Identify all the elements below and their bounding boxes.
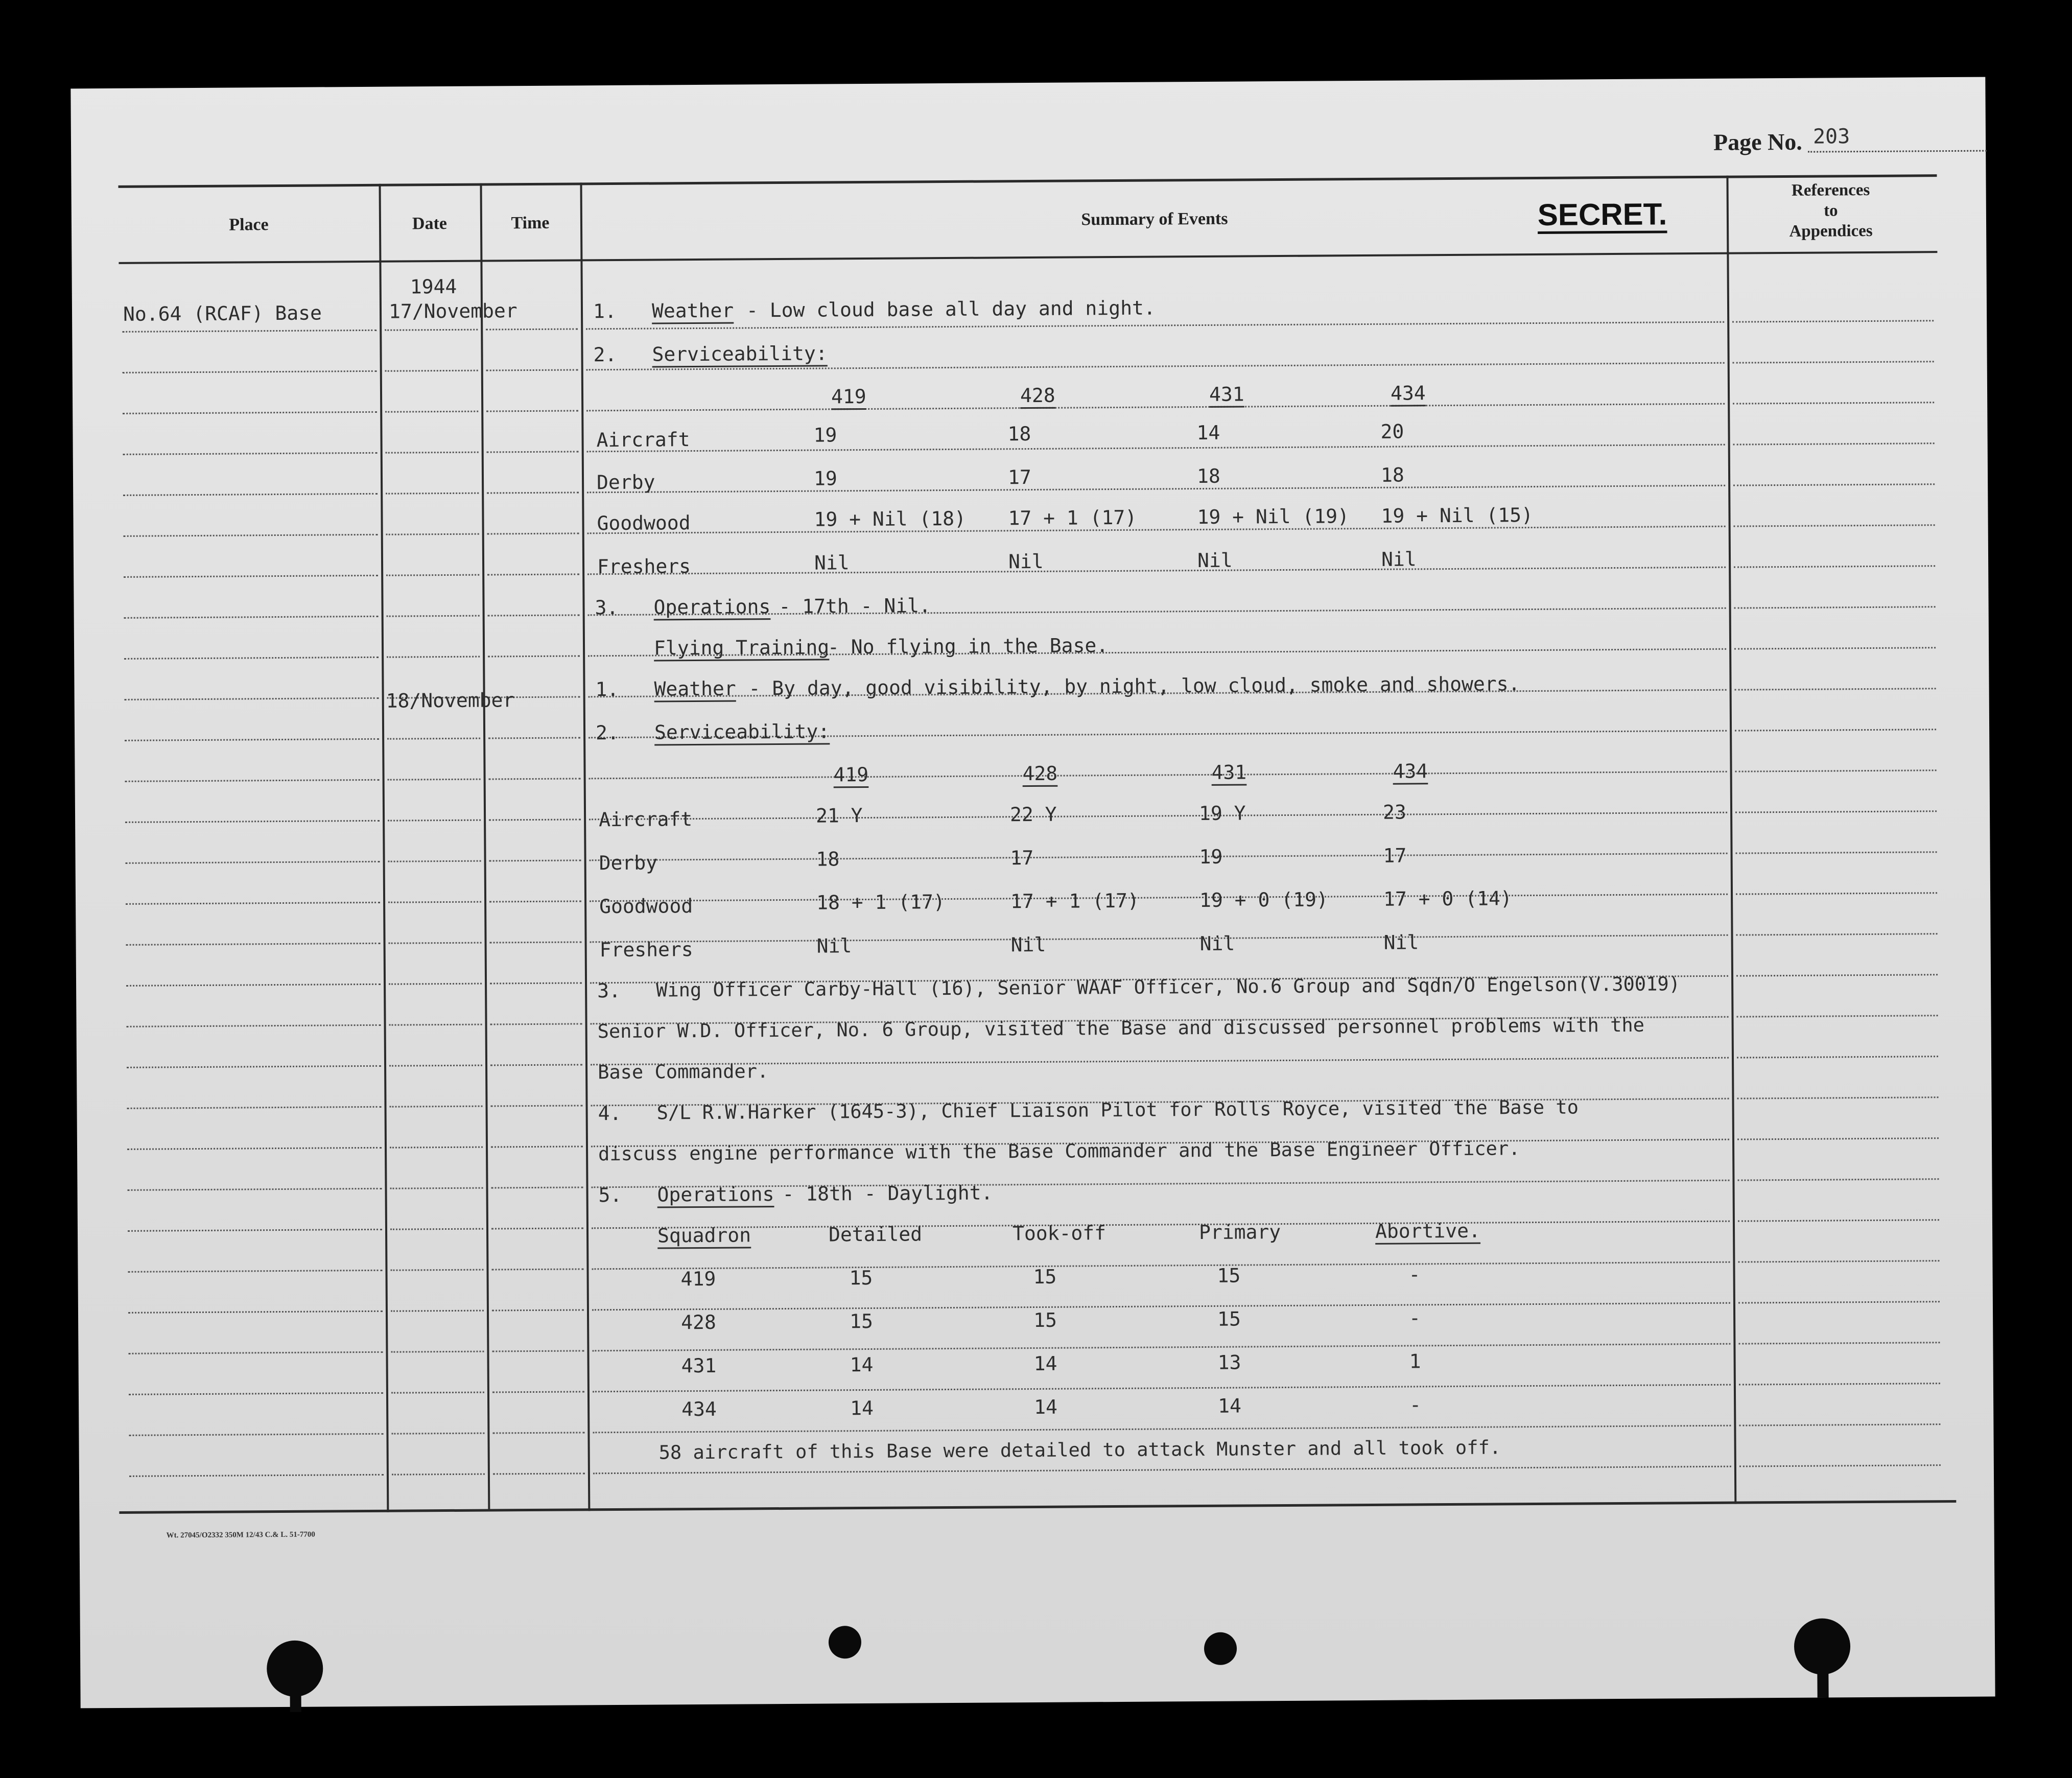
d18-serviceability-num: 2. [595,721,619,744]
page-number-underline [1808,150,1987,153]
d17-cell: Nil [1381,548,1417,571]
ruled-line [389,1024,482,1026]
ruled-line [125,779,380,782]
ruled-line [385,411,478,413]
ops-cell: - [1409,1393,1422,1416]
ruled-line [1739,1383,1940,1385]
ops-cell: 15 [849,1266,873,1290]
ruled-line [128,1270,382,1273]
d18-cell: 17 [1010,846,1034,870]
ops-header-took-off: Took-off [1012,1222,1106,1245]
ruled-line [491,1105,583,1107]
ruled-line [489,818,581,821]
ruled-line [587,485,1725,494]
ruled-line [488,737,580,739]
ops-header-squadron: Squadron [657,1224,751,1247]
ruled-line [392,1473,485,1476]
d17-cell: 17 [1007,466,1031,489]
ruled-line [128,1351,383,1354]
ruled-line [127,1065,381,1068]
ruled-line [492,1391,584,1393]
header-bottom-border [119,251,1937,264]
d18-cell: 18 + 1 (17) [816,891,945,914]
ruled-line [490,982,582,984]
document-page [70,77,1995,1709]
d17-cell: 19 [813,467,837,490]
ruled-line [486,410,578,412]
ruled-line [385,370,478,372]
ruled-line [1737,1096,1938,1099]
date-18-november: 18/November [386,689,515,712]
col-divider-time [580,182,590,1511]
ruled-line [492,1432,584,1434]
ruled-line [391,1433,484,1435]
d18-row-label: Derby [599,851,658,875]
ruled-line [126,984,381,987]
d18-row-label: Aircraft [598,808,693,831]
ruled-line [386,452,479,454]
d17-sq-428: 428 [1020,384,1055,407]
ops-cell: 15 [849,1309,874,1333]
ruled-line [1736,974,1938,976]
ruled-line [127,1147,382,1150]
d17-serviceability-num: 2. [593,343,617,366]
d18-p3-line1: Wing Officer Carby-Hall (16), Senior WAAF Officer, No.6 Group and Sqdn/O Engelson(V.30019) [656,973,1681,1001]
binder-hole-center-right [1204,1632,1237,1665]
ruled-line [128,1188,382,1191]
d17-flying-training-text: - No flying in the Base. [827,634,1109,659]
d17-sq-419: 419 [831,385,866,408]
d17-operations-text: - 17th - Nil. [779,594,931,618]
d18-cell: 19 Y [1198,802,1246,825]
ruled-line [1732,320,1934,322]
ruled-line [122,330,376,333]
d18-cell: 19 [1199,845,1223,869]
d17-cell: 19 [813,424,837,447]
d18-p5-heading: Operations [657,1183,774,1206]
ruled-line [489,859,581,861]
ruled-line [1733,483,1935,486]
ruled-line [492,1350,584,1352]
col-header-references: References to Appendices [1789,180,1873,241]
ruled-line [1738,1260,1939,1262]
date-17-november: 17/November [388,299,517,323]
ops-cell: 15 [1033,1265,1057,1289]
ruled-line [491,1145,583,1148]
d18-row-label: Freshers [599,938,693,962]
ruled-line [123,411,377,414]
ruled-line [592,1302,1730,1311]
ruled-line [587,567,1726,575]
ruled-line [487,492,579,494]
d18-sq-431: 431 [1211,761,1247,784]
ruled-line [388,901,481,903]
ops-header-detailed: Detailed [828,1223,923,1246]
d18-p3-line2: Senior W.D. Officer, No. 6 Group, visited the Base and discussed personnel problems with the [597,1014,1645,1043]
col-divider-place [379,184,389,1512]
ops-cell: 15 [1217,1307,1241,1330]
d17-cell: 20 [1380,420,1404,443]
ruled-line [592,1261,1730,1270]
ruled-line [388,779,481,781]
d17-cell: 19 + Nil (15) [1381,504,1534,527]
d17-weather-num: 1. [593,299,617,323]
ruled-line [388,860,481,862]
d18-weather-heading: Weather [654,677,736,700]
col-divider-summary [1726,176,1736,1504]
ruled-line [390,1187,483,1189]
ruled-line [1734,524,1935,527]
page-number-label: Page No. [1713,128,1802,155]
ruled-line [593,1384,1731,1393]
ruled-line [590,934,1728,943]
ruled-line [391,1392,484,1394]
ops-cell: 14 [1218,1394,1242,1417]
ruled-line [124,534,378,537]
ruled-line [487,532,579,534]
ruled-line [1737,1137,1939,1140]
ops-cell: 14 [850,1396,874,1420]
d18-p5-num: 5. [598,1183,622,1207]
d17-cell: 17 + 1 (17) [1008,506,1137,530]
ruled-line [387,615,480,617]
d17-serviceability-heading: Serviceability: [652,342,828,366]
ruled-line [589,812,1727,821]
d18-cell: 17 [1383,844,1407,867]
ruled-line [1735,729,1936,731]
year-entry: 1944 [410,275,457,298]
ops-cell: 15 [1033,1308,1057,1332]
col-header-place: Place [229,215,269,235]
ruled-line [1734,606,1936,609]
ruled-line [1739,1464,1941,1467]
ruled-line [388,820,481,822]
col-header-date: Date [412,214,448,233]
d18-p4-num: 4. [598,1102,622,1125]
ruled-line [1734,647,1936,649]
ops-cell: - [1408,1306,1421,1329]
d18-sq-419: 419 [833,763,869,786]
d18-p5-text: - 18th - Daylight. [782,1181,993,1206]
ruled-line [389,983,482,985]
ruled-line [1733,361,1934,363]
ruled-line [1738,1342,1940,1344]
ruled-line [391,1351,484,1353]
ruled-line [126,902,380,905]
ops-cell: 419 [680,1267,716,1291]
ruled-line [389,942,482,944]
ops-cell: 1 [1409,1350,1421,1373]
ops-cell: 14 [850,1353,874,1376]
ruled-line [490,1023,582,1025]
ruled-line [386,533,479,535]
d17-operations-num: 3. [595,596,619,619]
ops-header-primary: Primary [1198,1221,1281,1244]
ruled-line [590,853,1728,861]
d17-cell: 19 + Nil (18) [814,507,967,531]
ruled-line [1738,1301,1940,1303]
ops-cell: 428 [680,1311,716,1334]
place-entry: No.64 (RCAF) Base [123,301,322,325]
ruled-line [590,894,1728,902]
ruled-line [387,738,480,740]
ruled-line [1738,1219,1939,1222]
d18-cell: Nil [1010,933,1046,956]
ruled-line [127,1106,382,1109]
ruled-line [125,697,379,700]
ruled-line [123,493,378,496]
d18-cell: 22 Y [1009,803,1057,826]
d17-sq-434: 434 [1390,382,1426,405]
ruled-lines [70,77,1985,89]
d17-cell: 18 [1007,423,1031,446]
d18-cell: Nil [816,934,852,957]
d18-weather-num: 1. [595,677,619,701]
d18-cell: 19 + 0 (19) [1199,888,1328,912]
ruled-line [124,616,379,619]
col-header-time: Time [511,213,550,233]
ruled-line [1735,769,1937,772]
ops-cell: 434 [681,1397,717,1421]
ruled-line [593,1466,1731,1475]
ruled-line [389,1065,482,1067]
ops-cell: 13 [1217,1351,1241,1374]
d17-sq-431: 431 [1209,383,1244,406]
ruled-line [125,820,380,823]
ruled-line [491,1186,583,1188]
ruled-line [390,1106,483,1108]
ruled-line [386,493,479,495]
ruled-line [489,900,581,902]
ruled-line [1733,442,1935,445]
d18-row-label: Goodwood [599,895,693,918]
d18-sq-434: 434 [1393,760,1428,783]
ruled-line [390,1147,483,1149]
ruled-line [592,1343,1730,1352]
ruled-line [129,1392,383,1395]
ruled-line [125,738,379,741]
ops-cell: 15 [1217,1264,1241,1287]
ruled-line [128,1229,382,1232]
ruled-line [124,575,378,578]
table-top-border [119,174,1937,188]
d17-row-label: Freshers [597,555,691,578]
ruled-line [489,778,581,780]
d17-cell: 18 [1196,464,1220,488]
ruled-line [592,1221,1730,1229]
d18-sq-428: 428 [1022,762,1058,785]
ruled-line [1736,892,1937,895]
d18-p3-line3: Base Commander. [598,1060,769,1084]
ruled-line [391,1310,484,1312]
ruled-line [589,771,1727,780]
d18-cell: 17 + 1 (17) [1010,889,1139,913]
ruled-line [486,369,578,371]
binder-hole-left-tail [290,1681,301,1712]
col-header-summary: Summary of Events [1081,209,1228,229]
ruled-line [127,1024,381,1027]
secret-stamp: SECRET. [1537,197,1667,232]
ruled-line [490,1064,582,1066]
d17-weather-heading: Weather [651,299,734,322]
ops-cell: 14 [1034,1395,1058,1419]
binder-hole-center-left [829,1626,861,1658]
ruled-line [1735,688,1936,690]
ruled-line [587,444,1725,453]
ruled-line [123,370,377,373]
ruled-line [1739,1423,1940,1426]
d17-operations-heading: Operations [653,595,771,619]
ruled-line [128,1311,383,1314]
d18-serviceability-heading: Serviceability: [654,720,830,744]
ruled-line [1733,402,1934,404]
ops-cell: 431 [681,1354,717,1377]
ruled-line [1735,810,1937,813]
ruled-line [126,943,381,946]
ruled-line [1737,1056,1938,1058]
d18-cell: 18 [816,848,840,871]
ruled-line [493,1472,585,1475]
d17-cell: Nil [814,551,850,574]
ruled-line [586,403,1725,412]
ruled-line [123,452,378,455]
ruled-line [385,329,478,331]
ruled-line [1737,1178,1939,1181]
d17-cell: Nil [1197,549,1233,572]
d18-weather-text: - By day, good visibility, by night, low cloud, smoke and showers. [748,672,1520,700]
ruled-line [487,573,579,575]
d18-p3-num: 3. [597,979,621,1002]
d17-cell: 19 + Nil (19) [1197,505,1350,529]
ruled-line [1736,851,1937,854]
ruled-line [1736,933,1938,935]
binder-hole-right-tail [1817,1662,1828,1698]
col-divider-date [480,183,490,1512]
d17-row-label: Aircraft [596,428,690,452]
form-print-code: Wt. 27045/O2332 350M 12/43 C.& L. 51-7700 [166,1530,315,1540]
d18-p4-line1: S/L R.W.Harker (1645-3), Chief Liaison Pilot for Rolls Royce, visited the Base to [656,1096,1579,1124]
d18-cell: 17 + 0 (14) [1383,887,1512,910]
ruled-line [587,526,1726,534]
ops-header-abortive: Abortive. [1375,1219,1481,1243]
ruled-line [593,1425,1731,1434]
d17-row-label: Derby [596,471,655,494]
ruled-line [486,328,578,330]
ops-cell: - [1408,1263,1421,1286]
d18-cell: Nil [1383,931,1419,954]
ruled-line [124,657,379,660]
ruled-line [491,1227,583,1229]
ruled-line [129,1474,384,1477]
ruled-line [586,321,1724,330]
ruled-line [129,1433,383,1436]
d17-row-label: Goodwood [597,511,691,535]
d17-weather-text: - Low cloud base all day and night. [746,296,1156,322]
d17-cell: Nil [1008,550,1044,573]
ruled-line [390,1228,483,1230]
ruled-line [487,451,579,453]
ruled-line [490,941,582,943]
d17-cell: 18 [1380,463,1404,486]
d18-cell: 21 Y [815,804,863,827]
ops-summary: 58 aircraft of this Base were detailed to attack Munster and all took off. [658,1436,1501,1464]
ruled-line [386,574,479,576]
ruled-line [492,1309,584,1311]
d17-cell: 14 [1196,421,1220,444]
ruled-line [488,655,580,657]
ruled-line [126,861,380,864]
page-number: 203 [1812,125,1850,149]
ruled-line [387,656,480,658]
d18-cell: Nil [1199,932,1235,955]
d18-p4-line2: discuss engine performance with the Base Commander and the Base Engineer Officer. [598,1137,1520,1165]
ruled-line [390,1269,483,1271]
ops-cell: 14 [1033,1352,1057,1375]
d17-flying-training-heading: Flying Training [653,636,830,660]
ruled-line [1737,1015,1938,1017]
table-bottom-border [119,1500,1956,1514]
ruled-line [491,1268,583,1270]
ruled-line [1734,565,1935,568]
ruled-line [488,614,580,616]
d18-cell: 23 [1382,801,1406,824]
